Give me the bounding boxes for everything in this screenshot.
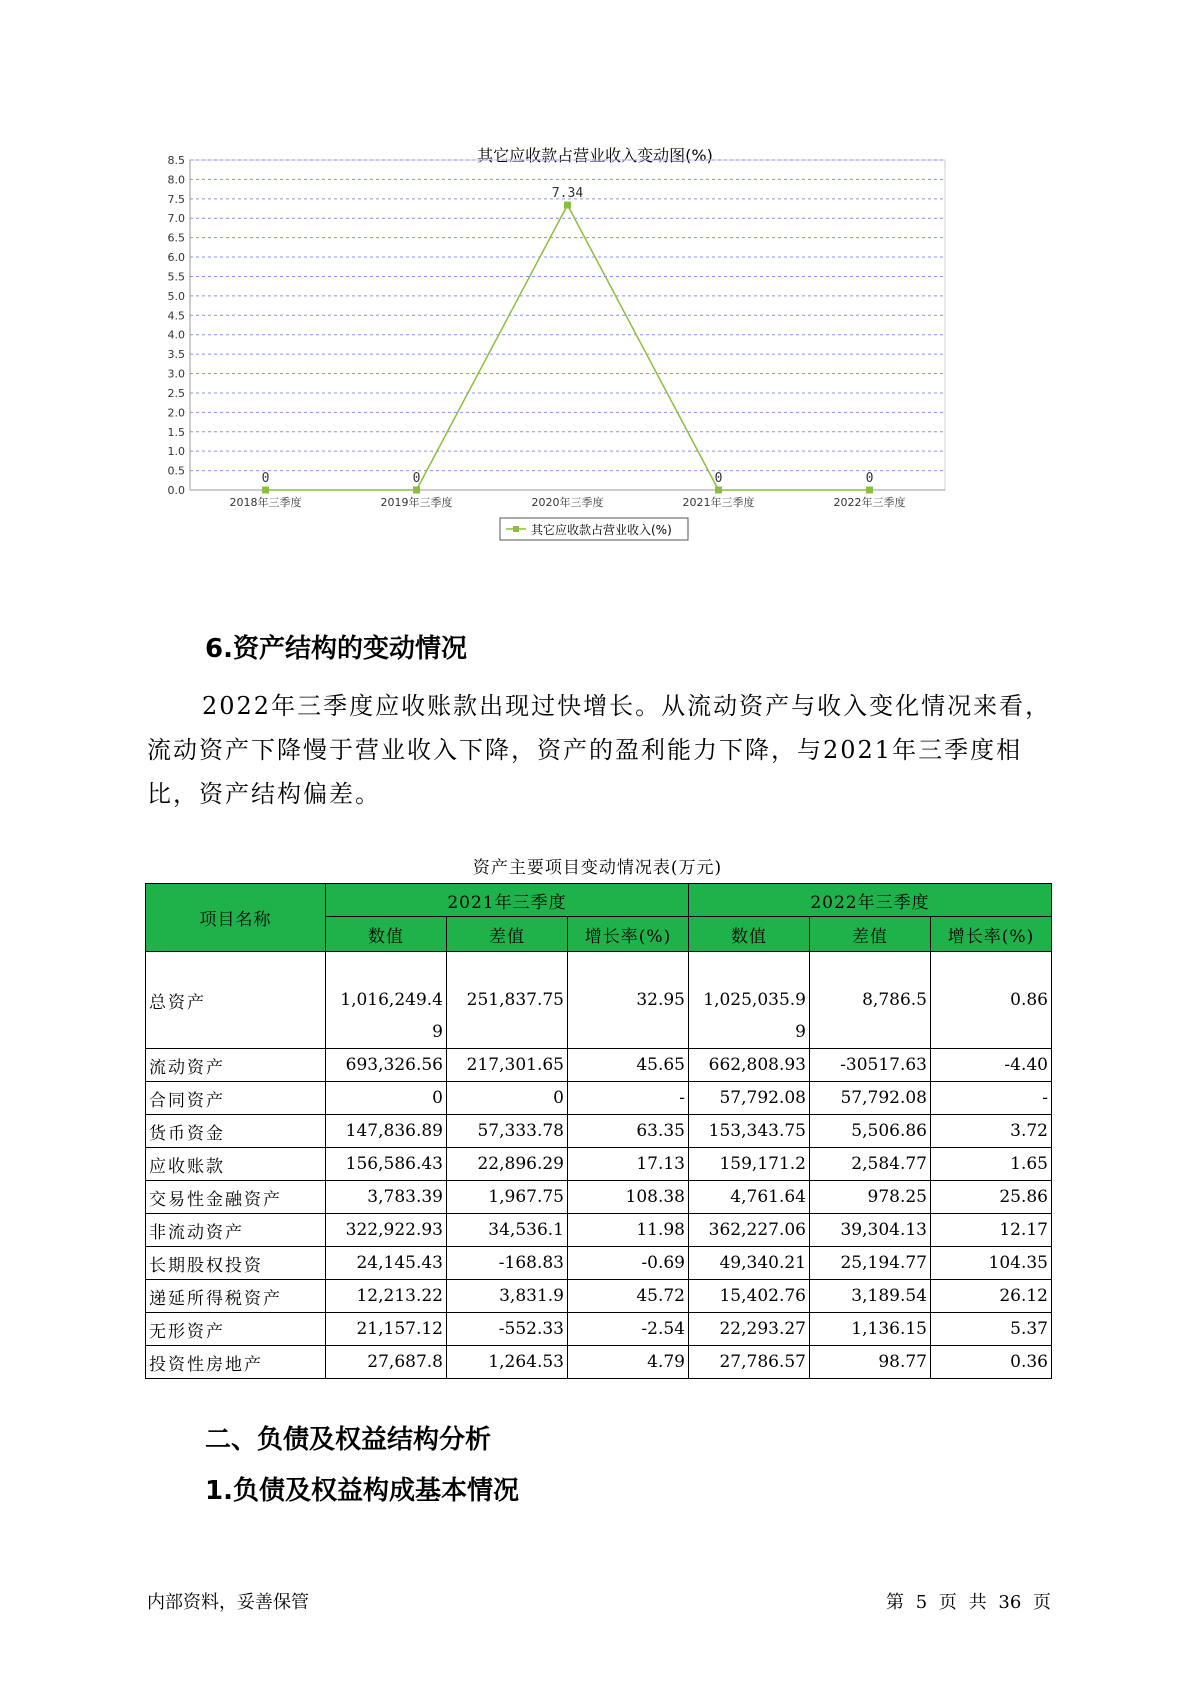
table-row	[146, 1214, 1052, 1247]
cell-diff: 3,189.54	[810, 1280, 931, 1313]
table-row	[146, 1346, 1052, 1379]
y-tick-label: 5.0	[167, 289, 185, 303]
cell-growth: 17.13	[568, 1148, 689, 1181]
cell-growth: 4.79	[568, 1346, 689, 1379]
row-name: 投资性房地产	[146, 1346, 326, 1379]
y-tick-label: 6.0	[167, 251, 185, 265]
chart-title: 其它应收款占营业收入变动图(%)	[477, 146, 713, 165]
row-name: 流动资产	[146, 1049, 326, 1082]
y-tick-label: 8.0	[167, 173, 185, 187]
cell-diff: 39,304.13	[810, 1214, 931, 1247]
cell-value: 662,808.93	[689, 1049, 810, 1082]
legend-marker	[513, 526, 519, 532]
legend-label: 其它应收款占营业收入(%)	[531, 523, 672, 537]
cell-value: 15,402.76	[689, 1280, 810, 1313]
row-name: 递延所得税资产	[146, 1280, 326, 1313]
cell-value: 156,586.43	[326, 1148, 447, 1181]
y-tick-label: 2.5	[167, 386, 185, 400]
cell-diff: 3,831.9	[447, 1280, 568, 1313]
table-row	[146, 1082, 1052, 1115]
plot-area	[190, 160, 945, 490]
line-chart	[145, 135, 1045, 585]
cell-value: 27,786.57	[689, 1346, 810, 1379]
row-name: 应收账款	[146, 1148, 326, 1181]
header-item-name: 项目名称	[146, 884, 326, 952]
data-label: 0	[261, 471, 270, 486]
table-row-total	[146, 952, 1052, 1049]
cell-diff: -168.83	[447, 1247, 568, 1280]
header-diff: 差值	[810, 917, 931, 952]
cell-growth: 63.35	[568, 1115, 689, 1148]
y-tick-label: 6.5	[167, 231, 185, 245]
cell-diff: 5,506.86	[810, 1115, 931, 1148]
data-label: 0	[865, 471, 874, 486]
x-tick-label: 2018年三季度	[229, 496, 302, 509]
cell-growth: 0.86	[931, 952, 1052, 1049]
y-tick-label: 2.0	[167, 406, 185, 420]
x-tick-label: 2020年三季度	[531, 496, 604, 509]
cell-diff: 1,967.75	[447, 1181, 568, 1214]
data-point	[262, 487, 269, 494]
cell-growth: 0.36	[931, 1346, 1052, 1379]
cell-value: 362,227.06	[689, 1214, 810, 1247]
cell-value: 4,761.64	[689, 1181, 810, 1214]
series-line	[266, 205, 870, 490]
cell-diff: -30517.63	[810, 1049, 931, 1082]
header-diff: 差值	[447, 917, 568, 952]
cell-value: 12,213.22	[326, 1280, 447, 1313]
cell-growth: -4.40	[931, 1049, 1052, 1082]
cell-value: 693,326.56	[326, 1049, 447, 1082]
cell-diff: 1,136.15	[810, 1313, 931, 1346]
cell-growth: 104.35	[931, 1247, 1052, 1280]
asset-change-table	[145, 883, 1052, 1379]
cell-diff: 2,584.77	[810, 1148, 931, 1181]
cell-value: 1,016,249.4 9	[326, 952, 447, 1049]
cell-value: 322,922.93	[326, 1214, 447, 1247]
cell-growth: -	[931, 1082, 1052, 1115]
table-row	[146, 1247, 1052, 1280]
data-point	[564, 202, 571, 209]
row-name: 非流动资产	[146, 1214, 326, 1247]
cell-diff: 1,264.53	[447, 1346, 568, 1379]
cell-diff: 57,792.08	[810, 1082, 931, 1115]
y-tick-label: 1.0	[167, 445, 185, 459]
y-tick-label: 3.5	[167, 348, 185, 362]
cell-diff: -552.33	[447, 1313, 568, 1346]
y-tick-label: 4.5	[167, 309, 185, 323]
cell-growth: 5.37	[931, 1313, 1052, 1346]
row-name: 长期股权投资	[146, 1247, 326, 1280]
cell-diff: 22,896.29	[447, 1148, 568, 1181]
cell-growth: 108.38	[568, 1181, 689, 1214]
footer-confidential-note: 内部资料，妥善保管	[147, 1592, 309, 1613]
data-point	[715, 487, 722, 494]
cell-value: 153,343.75	[689, 1115, 810, 1148]
cell-growth: -	[568, 1082, 689, 1115]
header-growth: 增长率(%)	[931, 917, 1052, 952]
cell-growth: 3.72	[931, 1115, 1052, 1148]
row-name: 总资产	[146, 952, 326, 1049]
row-name: 合同资产	[146, 1082, 326, 1115]
data-label: 0	[412, 471, 421, 486]
section-6-paragraph: 2022年三季度应收账款出现过快增长。从流动资产与收入变化情况来看，流动资产下降慢于营业收入下降，资产的盈利能力下降，与2021年三季度相比，资产结构偏差。	[147, 692, 1052, 808]
cell-diff: 34,536.1	[447, 1214, 568, 1247]
header-value: 数值	[689, 917, 810, 952]
table-row	[146, 1181, 1052, 1214]
data-label: 0	[714, 471, 723, 486]
section-6-heading: 6.资产结构的变动情况	[205, 634, 467, 664]
table-row	[146, 1280, 1052, 1313]
section-2-heading: 二、负债及权益结构分析	[205, 1425, 492, 1455]
section-2-subheading: 1.负债及权益构成基本情况	[205, 1476, 519, 1506]
table-row	[146, 1313, 1052, 1346]
chart-container	[145, 135, 1045, 585]
cell-diff: 251,837.75	[447, 952, 568, 1049]
cell-value: 21,157.12	[326, 1313, 447, 1346]
cell-diff: 98.77	[810, 1346, 931, 1379]
cell-value: 159,171.2	[689, 1148, 810, 1181]
cell-diff: 0	[447, 1082, 568, 1115]
cell-value: 3,783.39	[326, 1181, 447, 1214]
y-tick-label: 1.5	[167, 425, 185, 439]
cell-growth: 32.95	[568, 952, 689, 1049]
cell-value: 22,293.27	[689, 1313, 810, 1346]
cell-value: 147,836.89	[326, 1115, 447, 1148]
x-tick-label: 2019年三季度	[380, 496, 453, 509]
row-name: 无形资产	[146, 1313, 326, 1346]
y-tick-label: 8.5	[167, 154, 185, 167]
y-tick-label: 3.0	[167, 367, 185, 381]
cell-growth: -2.54	[568, 1313, 689, 1346]
y-tick-label: 0.5	[167, 464, 185, 478]
x-tick-label: 2021年三季度	[682, 496, 755, 509]
table-row	[146, 1049, 1052, 1082]
cell-diff: 57,333.78	[447, 1115, 568, 1148]
cell-value: 27,687.8	[326, 1346, 447, 1379]
data-point	[866, 487, 873, 494]
cell-value: 57,792.08	[689, 1082, 810, 1115]
cell-value: 49,340.21	[689, 1247, 810, 1280]
cell-value: 24,145.43	[326, 1247, 447, 1280]
data-label: 7.34	[551, 186, 584, 202]
y-tick-label: 7.0	[167, 212, 185, 226]
y-tick-label: 4.0	[167, 328, 185, 342]
header-period-2021: 2021年三季度	[326, 884, 689, 917]
table-row	[146, 1115, 1052, 1148]
cell-growth: 12.17	[931, 1214, 1052, 1247]
data-point	[413, 487, 420, 494]
row-name: 货币资金	[146, 1115, 326, 1148]
table-row	[146, 1148, 1052, 1181]
y-tick-label: 5.5	[167, 270, 185, 284]
cell-growth: 1.65	[931, 1148, 1052, 1181]
cell-diff: 8,786.5	[810, 952, 931, 1049]
cell-growth: 11.98	[568, 1214, 689, 1247]
cell-value: 1,025,035.9 9	[689, 952, 810, 1049]
cell-value: 0	[326, 1082, 447, 1115]
cell-growth: -0.69	[568, 1247, 689, 1280]
x-tick-label: 2022年三季度	[833, 496, 906, 509]
cell-growth: 45.72	[568, 1280, 689, 1313]
footer-page-number: 第 5 页 共 36 页	[886, 1592, 1051, 1613]
header-value: 数值	[326, 917, 447, 952]
table-caption: 资产主要项目变动情况表(万元)	[472, 858, 723, 878]
cell-growth: 26.12	[931, 1280, 1052, 1313]
header-period-2022: 2022年三季度	[689, 884, 1052, 917]
y-tick-label: 7.5	[167, 192, 185, 206]
cell-growth: 25.86	[931, 1181, 1052, 1214]
header-growth: 增长率(%)	[568, 917, 689, 952]
cell-diff: 978.25	[810, 1181, 931, 1214]
cell-diff: 217,301.65	[447, 1049, 568, 1082]
row-name: 交易性金融资产	[146, 1181, 326, 1214]
cell-diff: 25,194.77	[810, 1247, 931, 1280]
cell-growth: 45.65	[568, 1049, 689, 1082]
y-tick-label: 0.0	[167, 484, 185, 497]
